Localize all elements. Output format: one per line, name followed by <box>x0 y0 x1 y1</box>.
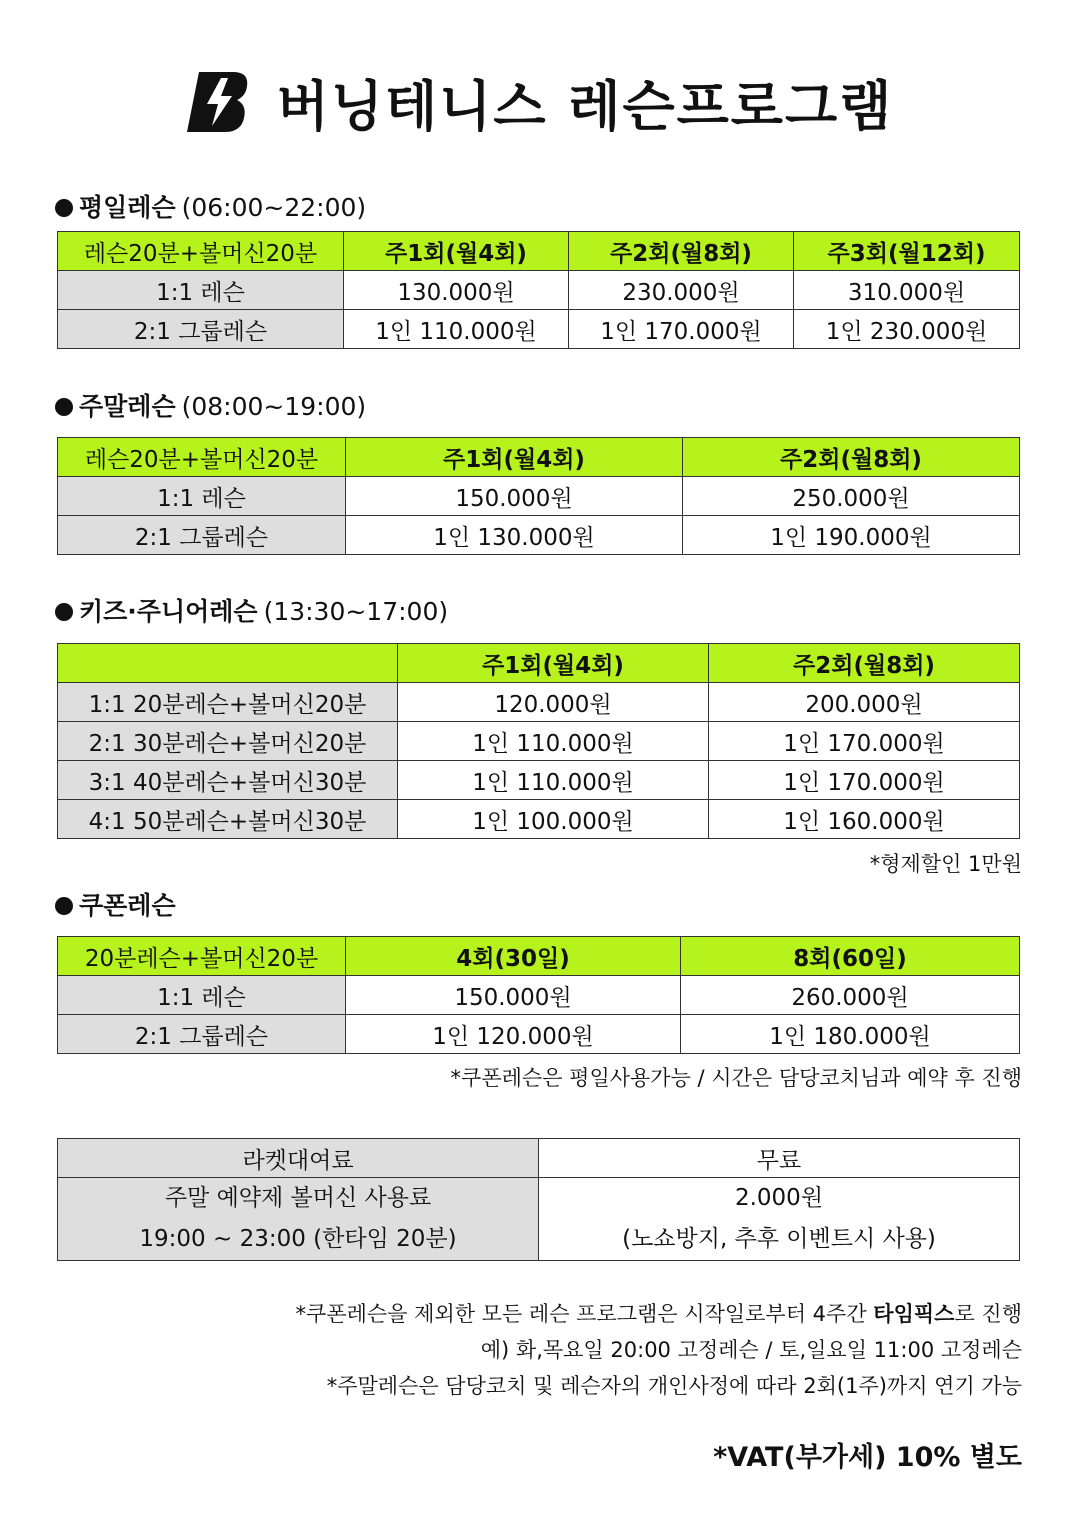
header-cell: 4회(30일) <box>346 937 681 976</box>
header-cell <box>58 644 398 683</box>
footnote-emphasis: 타임픽스 <box>873 1302 955 1326</box>
page-title <box>0 62 1080 142</box>
row-label: 2:1 그룹레슨 <box>58 1015 346 1054</box>
row-label: 2:1 30분레슨+볼머신20분 <box>58 722 398 761</box>
price-cell: 120.000원 <box>398 683 709 722</box>
price-cell: 1인 180.000원 <box>681 1015 1020 1054</box>
header-cell: 주1회(월4회) <box>344 232 569 271</box>
header-cell: 레슨20분+볼머신20분 <box>58 232 344 271</box>
price-cell: 130.000원 <box>344 271 569 310</box>
footnote-text: 로 진행 <box>954 1302 1022 1326</box>
price-cell: 1인 170.000원 <box>709 722 1020 761</box>
price-cell: 1인 110.000원 <box>398 722 709 761</box>
footnote-example: 예) 화,목요일 20:00 고정레슨 / 토,일요일 11:00 고정레슨 <box>480 1338 1022 1362</box>
section-weekday-heading <box>55 188 366 224</box>
price-cell: 1인 160.000원 <box>709 800 1020 839</box>
header-cell: 8회(60일) <box>681 937 1020 976</box>
section-name: 평일레슨 <box>79 193 176 222</box>
row-label: 2:1 그룹레슨 <box>58 310 344 349</box>
section-hours: (08:00~19:00) <box>181 392 367 421</box>
ball-machine-label-line: 19:00 ~ 23:00 (한타임 20분) <box>139 1226 457 1252</box>
row-label: 4:1 50분레슨+볼머신30분 <box>58 800 398 839</box>
footnote-text: *쿠폰레슨을 제외한 모든 레슨 프로그램은 시작일로부터 4주간 <box>295 1302 874 1326</box>
table-header-row <box>58 937 1020 976</box>
section-hours: (06:00~22:00) <box>181 193 367 222</box>
price-cell: 260.000원 <box>681 976 1020 1015</box>
section-name: 키즈·주니어레슨 <box>79 597 258 626</box>
row-label: 2:1 그룹레슨 <box>58 516 346 555</box>
table-row <box>58 477 1020 516</box>
table-row <box>58 310 1020 349</box>
section-hours: (13:30~17:00) <box>263 597 449 626</box>
section-name: 주말레슨 <box>79 392 176 421</box>
table-header-row <box>58 438 1020 477</box>
table-row <box>58 1015 1020 1054</box>
footnote-timefix <box>296 1298 1022 1328</box>
burning-tennis-logo-icon <box>187 72 251 132</box>
sibling-discount-note: *형제할인 1만원 <box>869 852 1022 876</box>
section-weekend-heading <box>55 387 366 423</box>
kids-price-table <box>57 643 1020 839</box>
price-cell: 1인 120.000원 <box>346 1015 681 1054</box>
bullet-icon <box>55 897 73 915</box>
header-cell: 주2회(월8회) <box>709 644 1020 683</box>
row-label: 1:1 20분레슨+볼머신20분 <box>58 683 398 722</box>
table-row <box>58 761 1020 800</box>
price-cell: 150.000원 <box>346 477 683 516</box>
table-row <box>58 516 1020 555</box>
row-label: 3:1 40분레슨+볼머신30분 <box>58 761 398 800</box>
table-row <box>58 271 1020 310</box>
header-cell: 레슨20분+볼머신20분 <box>58 438 346 477</box>
weekend-price-table <box>57 437 1020 555</box>
bullet-icon <box>55 398 73 416</box>
ball-machine-label <box>58 1178 539 1261</box>
row-label: 1:1 레슨 <box>58 477 346 516</box>
vat-note: *VAT(부가세) 10% 별도 <box>713 1442 1022 1473</box>
price-cell: 1인 170.000원 <box>569 310 794 349</box>
price-cell: 1인 110.000원 <box>344 310 569 349</box>
bullet-icon <box>55 199 73 217</box>
table-row <box>58 800 1020 839</box>
header-cell: 주3회(월12회) <box>794 232 1020 271</box>
price-cell: 230.000원 <box>569 271 794 310</box>
table-row <box>58 976 1020 1015</box>
price-cell: 1인 230.000원 <box>794 310 1020 349</box>
row-label: 1:1 레슨 <box>58 976 346 1015</box>
table-row <box>58 683 1020 722</box>
price-cell: 310.000원 <box>794 271 1020 310</box>
ball-machine-value <box>539 1178 1020 1261</box>
price-cell: 250.000원 <box>683 477 1020 516</box>
header-cell: 주1회(월4회) <box>398 644 709 683</box>
price-cell: 150.000원 <box>346 976 681 1015</box>
coupon-price-table <box>57 936 1020 1054</box>
header-cell: 20분레슨+볼머신20분 <box>58 937 346 976</box>
header-cell: 주2회(월8회) <box>569 232 794 271</box>
table-row <box>58 1178 1020 1261</box>
ball-machine-label-line: 주말 예약제 볼머신 사용료 <box>164 1185 432 1211</box>
footnote-weekend-postpone: *주말레슨은 담당코치 및 레슨자의 개인사정에 따라 2회(1주)까지 연기 가능 <box>326 1374 1022 1398</box>
ball-machine-value-line: (노쇼방지, 추후 이벤트시 사용) <box>622 1226 936 1252</box>
table-row <box>58 722 1020 761</box>
header-cell: 주2회(월8회) <box>683 438 1020 477</box>
section-name: 쿠폰레슨 <box>79 891 176 920</box>
price-cell: 1인 110.000원 <box>398 761 709 800</box>
price-cell: 1인 170.000원 <box>709 761 1020 800</box>
ball-machine-value-line: 2.000원 <box>734 1185 824 1211</box>
section-coupon-heading <box>55 886 176 922</box>
table-header-row <box>58 232 1020 271</box>
header-cell: 주1회(월4회) <box>346 438 683 477</box>
row-label: 1:1 레슨 <box>58 271 344 310</box>
table-row <box>58 1139 1020 1178</box>
section-kids-heading <box>55 592 448 628</box>
title-text: 버닝테니스 레슨프로그램 <box>276 74 894 138</box>
price-cell: 1인 190.000원 <box>683 516 1020 555</box>
table-header-row <box>58 644 1020 683</box>
extras-table <box>57 1138 1020 1261</box>
racket-rental-label: 라켓대여료 <box>58 1139 539 1178</box>
bullet-icon <box>55 603 73 621</box>
coupon-note: *쿠폰레슨은 평일사용가능 / 시간은 담당코치님과 예약 후 진행 <box>450 1066 1022 1090</box>
price-cell: 200.000원 <box>709 683 1020 722</box>
weekday-price-table <box>57 231 1020 349</box>
racket-rental-value: 무료 <box>539 1139 1020 1178</box>
price-cell: 1인 130.000원 <box>346 516 683 555</box>
price-cell: 1인 100.000원 <box>398 800 709 839</box>
